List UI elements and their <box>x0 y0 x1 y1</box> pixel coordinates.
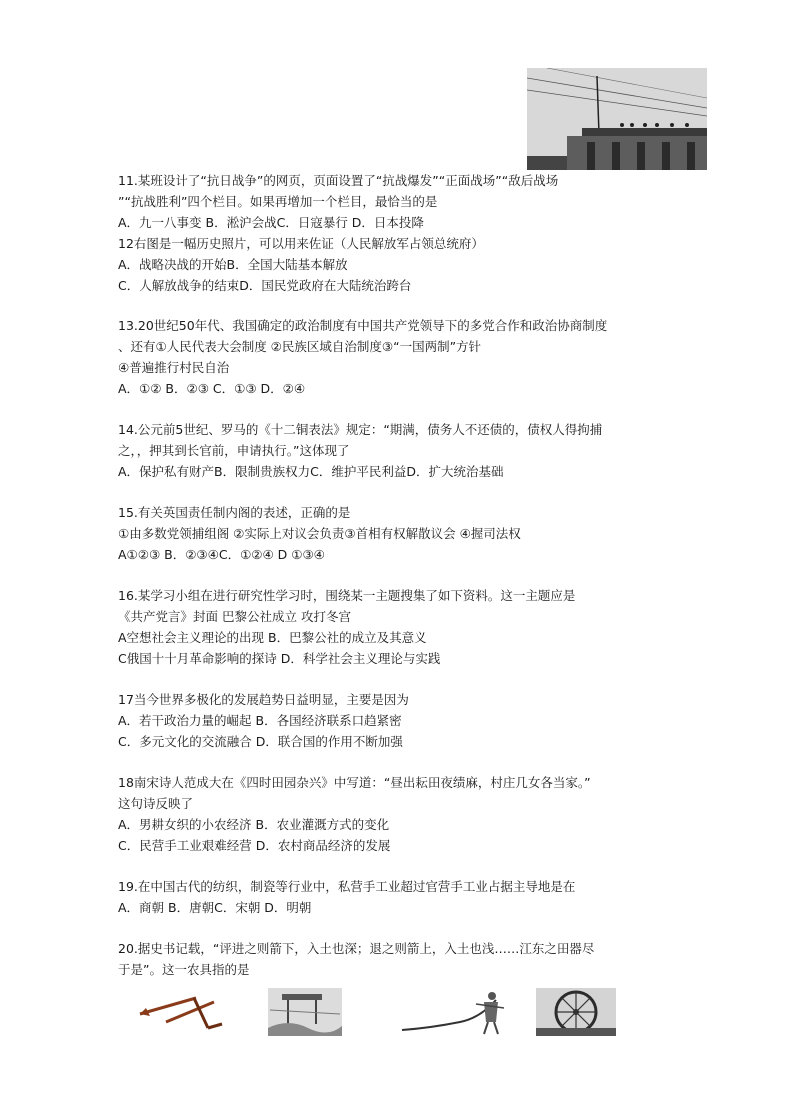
figure-farmer-with-tool <box>400 988 510 1036</box>
question-line: 11.某班设计了“抗日战争”的网页，页面设置了“抗战爆发”“正面战场”“敌后战场 <box>118 173 559 188</box>
question-line: 13.20世纪50年代、我国确定的政治制度有中国共产党领导下的多党合作和政治协商制度 <box>118 318 608 333</box>
answer-options: A．保护私有财产B．限制贵族权力C．维护平民利益D．扩大统治基础 <box>118 464 504 479</box>
question-20 <box>118 938 678 980</box>
answer-options: A．若干政治力量的崛起 B．各国经济联系口趋紧密 <box>118 713 402 728</box>
question-line: ”“抗战胜利”四个栏目。如果再增加一个栏目，最恰当的是 <box>118 194 438 209</box>
answer-options: C．民营手工业艰难经营 D．农村商品经济的发展 <box>118 838 391 853</box>
question-19 <box>118 876 678 918</box>
figure-water-wheel <box>536 988 616 1036</box>
question-line: 16.某学习小组在进行研究性学习时，围绕某一主题搜集了如下资料。这一主题应是 <box>118 588 576 603</box>
question-14 <box>118 419 678 482</box>
figure-well-sketch <box>268 988 342 1036</box>
question-18 <box>118 772 678 856</box>
answer-options: C．多元文化的交流融合 D．联合国的作用不断加强 <box>118 734 403 749</box>
question-line: 、还有①人民代表大会制度 ②民族区域自治制度③“一国两制”方针 <box>118 339 482 354</box>
answer-options: A．商朝 B．唐朝C．宋朝 D．明朝 <box>118 900 312 915</box>
answer-options: A．①② B．②③ C．①③ D．②④ <box>118 381 306 396</box>
question-line: 14.公元前5世纪、罗马的《十二铜表法》规定：“期满，债务人不还债的，债权人得拘捕 <box>118 422 603 437</box>
question-line: ①由多数党领捕组阁 ②实际上对议会负责③首相有权解散议会 ④握司法权 <box>118 526 521 541</box>
question-line: 《共产党言》封面 巴黎公社成立 攻打冬宫 <box>118 609 351 624</box>
question-line: 于是”。这一农具指的是 <box>118 962 250 977</box>
question-line: 18南宋诗人范成大在《四时田园杂兴》中写道：“昼出耘田夜绩麻，村庄几女各当家。” <box>118 775 591 790</box>
question-line: ④普遍推行村民自治 <box>118 360 230 375</box>
question-line: 17当今世界多极化的发展趋势日益明显，主要是因为 <box>118 692 409 707</box>
question-line: 之，，押其到长官前，申请执行。”这体现了 <box>118 443 350 458</box>
answer-options: C俄国十十月革命影响的探诗 D．科学社会主义理论与实践 <box>118 651 441 666</box>
question-13 <box>118 315 678 399</box>
question-17 <box>118 689 678 752</box>
answer-options: A空想社会主义理论的出现 B．巴黎公社的成立及其意义 <box>118 630 427 645</box>
question-line: 20.据史书记载，“评进之则箭下，入土也深；退之则箭上，入土也浅……江东之田器尽 <box>118 941 595 956</box>
answer-options: A．战略决战的开始B．全国大陆基本解放 <box>118 257 348 272</box>
answer-options: A．男耕女织的小农经济 B．农业灌溉方式的变化 <box>118 817 390 832</box>
question-line: 12右图是一幅历史照片，可以用来佐证（人民解放军占领总统府） <box>118 236 484 251</box>
question-line: 15.有关英国责任制内阁的表述，正确的是 <box>118 505 351 520</box>
answer-options: A．九一八事变 B．淞沪会战C．日寇暴行 D．日本投降 <box>118 215 424 230</box>
question-12 <box>118 233 678 296</box>
question-16 <box>118 585 678 669</box>
answer-options: A①②③ B．②③④C．①②④ D ①③④ <box>118 547 325 562</box>
answer-options: C．人解放战争的结束D．国民党政府在大陆统治跨台 <box>118 278 412 293</box>
question-11 <box>118 170 678 233</box>
question-line: 这句诗反映了 <box>118 796 194 811</box>
question-15 <box>118 502 678 565</box>
historical-photo-presidential-palace <box>527 68 707 170</box>
figure-curved-plough <box>136 988 228 1036</box>
question-line: 19.在中国古代的纺织，制瓷等行业中，私营手工业超过官营手工业占据主导地是在 <box>118 879 576 894</box>
